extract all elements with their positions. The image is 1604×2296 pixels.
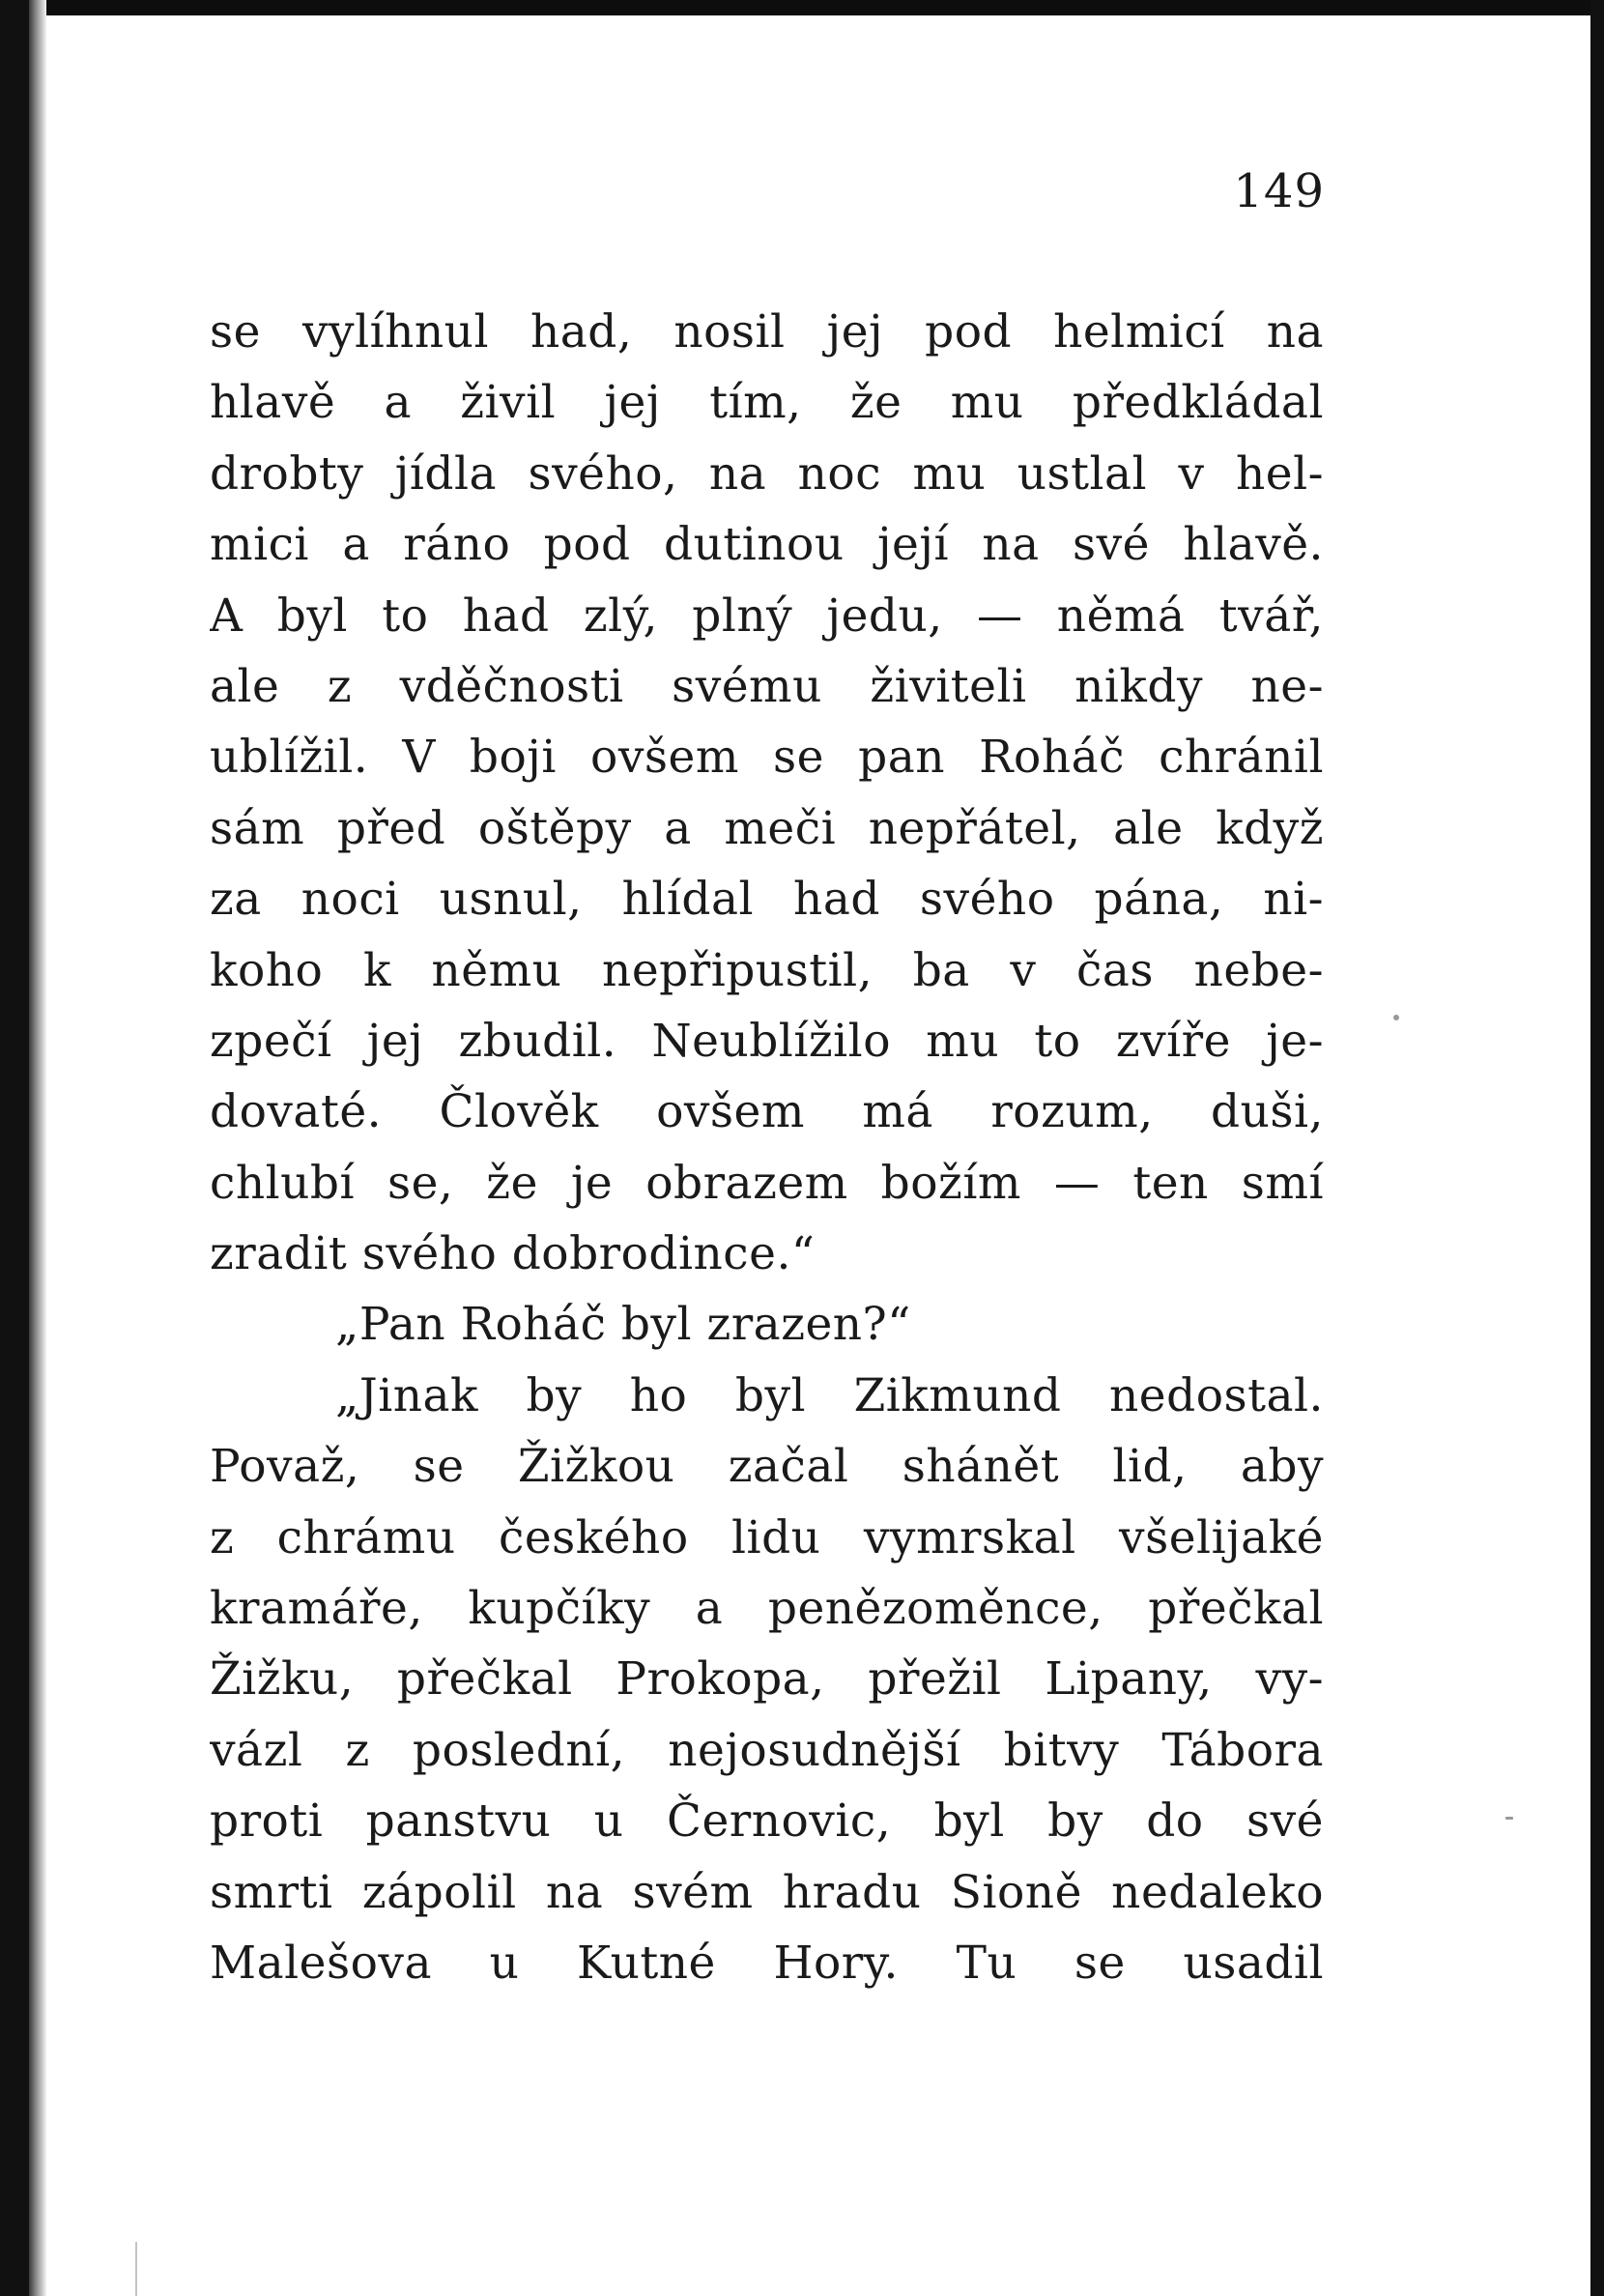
- text-line: chlubí se, že je obrazem božím — ten smí: [210, 1156, 1324, 1210]
- text-line: proti panstvu u Černovic, byl by do své: [210, 1794, 1324, 1849]
- text-line: Považ, se Žižkou začal shánět lid, aby: [210, 1440, 1324, 1494]
- book-gutter-shadow: [29, 0, 46, 2296]
- text-line: ale z vděčnosti svému živiteli nikdy ne-: [210, 659, 1324, 713]
- text-line: A byl to had zlý, plný jedu, — němá tvář,: [210, 588, 1324, 643]
- text-line: sám před oštěpy a meči nepřátel, ale když: [210, 801, 1324, 855]
- text-line: vázl z poslední, nejosudnější bitvy Tábora: [210, 1723, 1324, 1777]
- body-text: [210, 297, 1324, 1998]
- text-line: ublížil. V boji ovšem se pan Roháč chránil: [210, 731, 1324, 785]
- text-line: koho k němu nepřipustil, ba v čas nebe-: [210, 943, 1324, 997]
- text-line: za noci usnul, hlídal had svého pána, ni-: [210, 873, 1324, 927]
- scan-edge-top: [0, 0, 1604, 15]
- text-line: „Pan Roháč byl zrazen?“: [335, 1298, 911, 1352]
- text-line: mici a ráno pod dutinou její na své hlavě.: [210, 518, 1324, 572]
- page-number: 149: [1233, 164, 1325, 218]
- text-line: zradit svého dobrodince.“: [210, 1227, 816, 1281]
- paper-speck: [1505, 1817, 1513, 1820]
- text-line: smrti zápolil na svém hradu Sioně nedaleko: [210, 1865, 1324, 1919]
- scan-edge-right: [1590, 0, 1604, 2296]
- text-line: Žižku, přečkal Prokopa, přežil Lipany, vy-: [210, 1652, 1324, 1707]
- scan-artefact-lines: [135, 2242, 195, 2296]
- text-line: „Jinak by ho byl Zikmund nedostal.: [335, 1368, 1324, 1422]
- text-line: drobty jídla svého, na noc mu ustlal v hel-: [210, 446, 1324, 501]
- paper-speck: [1393, 1015, 1399, 1020]
- text-line: se vylíhnul had, nosil jej pod helmicí na: [210, 305, 1324, 359]
- text-line: z chrámu českého lidu vymrskal všelijaké: [210, 1510, 1324, 1564]
- text-line: Malešova u Kutné Hory. Tu se usadil: [210, 1936, 1324, 1990]
- text-line: kramáře, kupčíky a penězoměnce, přečkal: [210, 1582, 1324, 1636]
- text-line: zpečí jej zbudil. Neublížilo mu to zvíře je-: [210, 1014, 1324, 1068]
- text-line: dovaté. Člověk ovšem má rozum, duši,: [210, 1085, 1324, 1139]
- scan-edge-left: [0, 0, 29, 2296]
- text-line: hlavě a živil jej tím, že mu předkládal: [210, 376, 1324, 430]
